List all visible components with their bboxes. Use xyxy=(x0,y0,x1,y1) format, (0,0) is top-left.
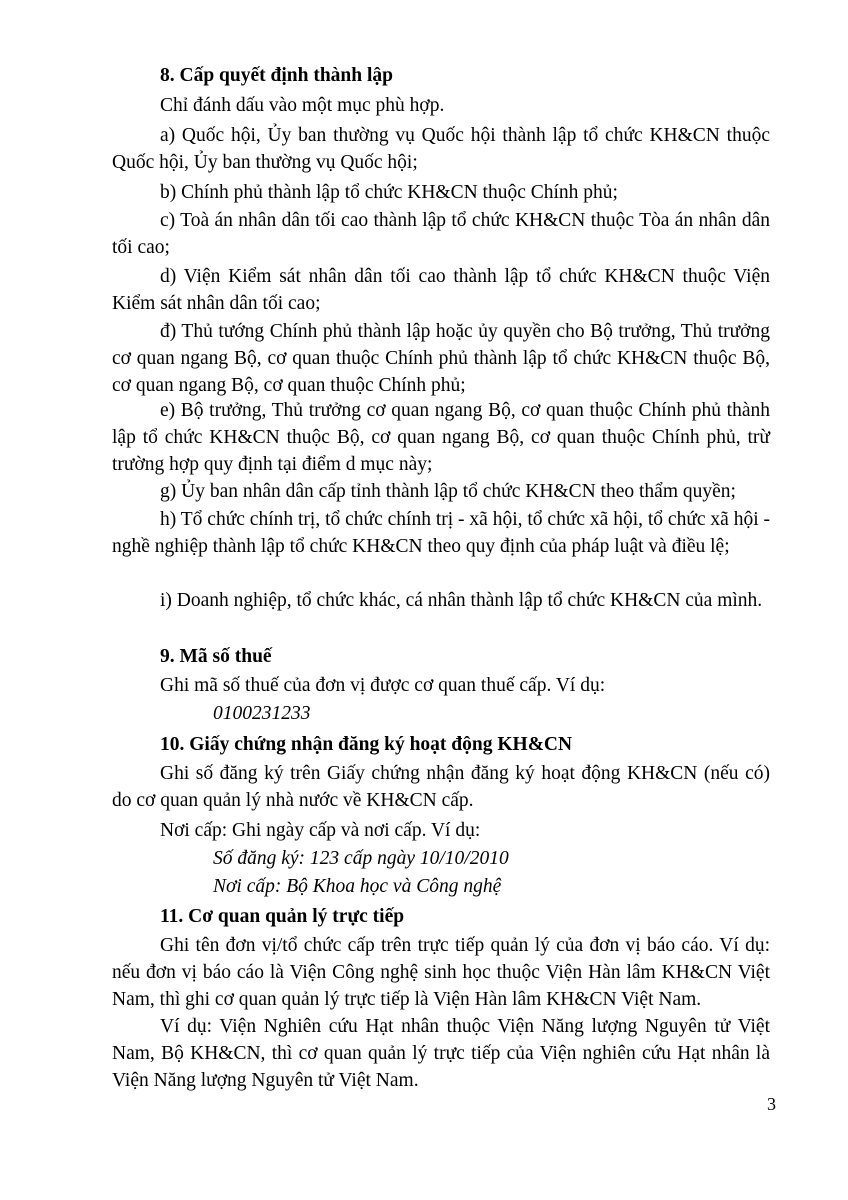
section-8-item-d: d) Viện Kiểm sát nhân dân tối cao thành lập tổ chức KH&CN thuộc Viện Kiểm sát nhân dân tối cao; xyxy=(112,266,770,314)
section-9-heading: 9. Mã số thuế xyxy=(160,646,272,667)
page-number: 3 xyxy=(767,1094,776,1114)
section-8-item-h: h) Tổ chức chính trị, tổ chức chính trị - xã hội, tổ chức xã hội, tổ chức xã hội - nghề nghiệp thành lập tổ chức KH&CN theo quy định của pháp luật và điều lệ; xyxy=(112,509,770,557)
section-11-heading: 11. Cơ quan quản lý trực tiếp xyxy=(160,906,405,927)
section-10-text: Ghi số đăng ký trên Giấy chứng nhận đăng ký hoạt động KH&CN (nếu có) do cơ quan quản lý nhà nước về KH&CN cấp. xyxy=(112,763,770,811)
section-8-item-b: b) Chính phủ thành lập tổ chức KH&CN thuộc Chính phủ; xyxy=(160,182,618,203)
section-11-example: Ví dụ: Viện Nghiên cứu Hạt nhân thuộc Viện Năng lượng Nguyên tử Việt Nam, Bộ KH&CN, thì cơ quan quản lý trực tiếp của Viện nghiên cứu Hạt nhân là Viện Năng lượng Nguyên tử Việt Nam. xyxy=(112,1016,770,1091)
section-10-place-note: Nơi cấp: Ghi ngày cấp và nơi cấp. Ví dụ: xyxy=(160,820,481,841)
section-8-item-g: g) Ủy ban nhân dân cấp tỉnh thành lập tổ chức KH&CN theo thẩm quyền; xyxy=(160,481,736,502)
section-8-item-c: c) Toà án nhân dân tối cao thành lập tổ chức KH&CN thuộc Tòa án nhân dân tối cao; xyxy=(112,210,770,258)
section-9-text: Ghi mã số thuế của đơn vị được cơ quan thuế cấp. Ví dụ: xyxy=(160,675,606,696)
section-10-example-number: Số đăng ký: 123 cấp ngày 10/10/2010 xyxy=(213,848,509,869)
section-9-example: 0100231233 xyxy=(213,703,311,724)
section-8-heading: 8. Cấp quyết định thành lập xyxy=(160,65,394,86)
section-8-item-a: a) Quốc hội, Ủy ban thường vụ Quốc hội thành lập tổ chức KH&CN thuộc Quốc hội, Ủy ban thường vụ Quốc hội; xyxy=(112,125,770,173)
section-10-heading: 10. Giấy chứng nhận đăng ký hoạt động KH&CN xyxy=(160,734,573,755)
section-8-note: Chỉ đánh dấu vào một mục phù hợp. xyxy=(160,95,445,116)
section-8-item-e: e) Bộ trưởng, Thủ trưởng cơ quan ngang Bộ, cơ quan thuộc Chính phủ thành lập tổ chức KH&CN thuộc Bộ, cơ quan ngang Bộ, cơ quan thuộc Chính phủ, trừ trường hợp quy định tại điểm d mục này; xyxy=(112,400,770,475)
section-8-item-dd: đ) Thủ tướng Chính phủ thành lập hoặc ủy quyền cho Bộ trưởng, Thủ trưởng cơ quan ngang Bộ, cơ quan thuộc Chính phủ thành lập tổ chức KH&CN thuộc Bộ, cơ quan ngang Bộ, cơ quan thuộc Chính phủ; xyxy=(112,321,770,396)
section-10-example-place: Nơi cấp: Bộ Khoa học và Công nghệ xyxy=(213,876,502,897)
section-11-text: Ghi tên đơn vị/tổ chức cấp trên trực tiếp quản lý của đơn vị báo cáo. Ví dụ: nếu đơn vị báo cáo là Viện Công nghệ sinh học thuộc Viện Hàn lâm KH&CN Việt Nam, thì ghi cơ quan quản lý trực tiếp là Viện Hàn lâm KH&CN Việt Nam. xyxy=(112,935,770,1010)
section-8-item-i: i) Doanh nghiệp, tổ chức khác, cá nhân thành lập tổ chức KH&CN của mình. xyxy=(160,590,763,611)
